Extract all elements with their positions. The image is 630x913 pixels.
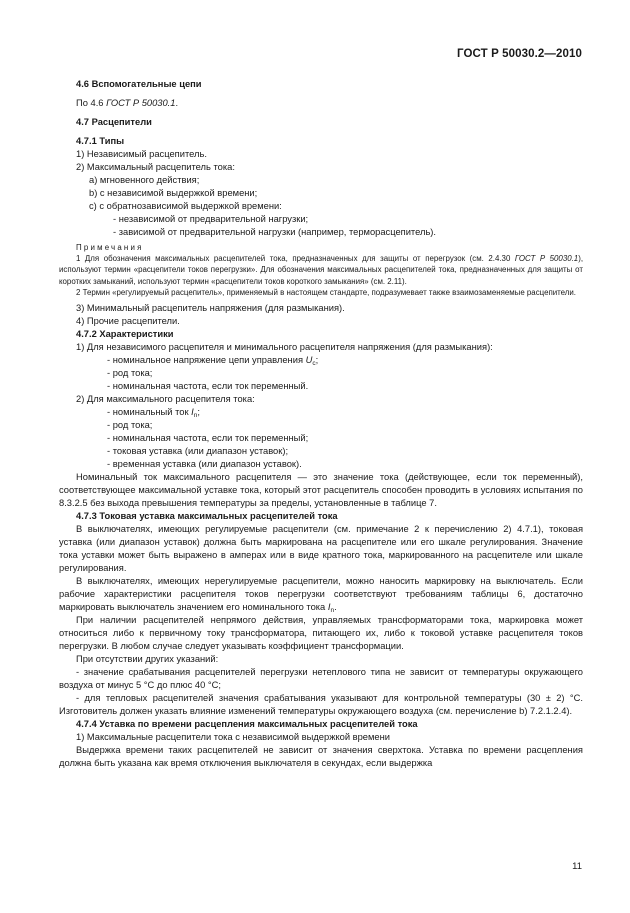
paragraph: В выключателях, имеющих нерегулируемые расцепители, можно наносить маркировку на выключатель. Если рабочие характеристики расцепителя токов перегрузки соответствуют требованиям таблицы 6, достаточно маркировать выключатель значением его номинального тока $I_n$. (59, 576, 583, 615)
paragraph: 1) Независимый расцепитель. (76, 149, 207, 159)
paragraph: Номинальный ток максимального расцепителя — это значение тока (действующее, если ток переменный), соответствующее максимальной уставке тока, который этот расцепитель способен проводить в условиях испытания по 8.3.2.5 без выхода превышения температуры за пределы, установленные в таблице 7. (59, 472, 583, 509)
paragraph: При отсутствии других указаний: (76, 654, 219, 665)
list-item: а) мгновенного действия; (89, 175, 200, 185)
document-header: ГОСТ Р 50030.2—2010 (457, 48, 582, 60)
paragraph: 2) Для максимального расцепителя тока: (76, 394, 255, 405)
paragraph: 1) Максимальные расцепители тока с независимой выдержкой времени (76, 732, 391, 743)
list-item: - токовая уставка (или диапазон уставок); (107, 446, 289, 457)
list-item: - независимой от предварительной нагрузки; (113, 214, 309, 224)
list-item: - род тока; (107, 368, 153, 379)
paragraph: В выключателях, имеющих регулируемые расцепители (см. примечание 2 к перечислению 2) 4.7.1), токовая уставка (или диапазон уставок) должна быть маркирована на расцепителе или его шкале регулирования. Значение тока уставки может быть выражено в амперах или в виде кратного тока, маркированного на расцепителе или шкале регулирования. (59, 524, 583, 574)
paragraph: - значение срабатывания расцепителей перегрузки нетеплового типа не зависит от температуры окружающего воздуха от минус 5 °С до плюс 40 °С; (59, 667, 583, 691)
paragraph: 2) Максимальный расцепитель тока: (76, 162, 235, 172)
page-number: 11 (572, 861, 582, 872)
list-item: - номинальная частота, если ток переменный; (107, 433, 309, 444)
paragraph: 4) Прочие расцепители. (76, 316, 180, 327)
section-heading: 4.7.4 Уставка по времени расцепления максимальных расцепителей тока (76, 719, 418, 730)
note-paragraph: 1 Для обозначения максимальных расцепителей тока, предназначенных для защиты от перегрузок (см. 2.4.30 ГОСТ Р 50030.1), используют термин «расцепители токов перегрузки». Для обозначения максимальных расцепителей тока, предназначенных для защиты от коротких замыканий, используют термин «расцепители токов короткого замыкания» (см. 2.11). (59, 254, 584, 286)
paragraph: 3) Минимальный расцепитель напряжения (для размыкания). (76, 303, 345, 314)
paragraph: 1) Для независимого расцепителя и минимального расцепителя напряжения (для размыкания): (76, 342, 493, 353)
section-heading: 4.7.2 Характеристики (76, 329, 174, 340)
note-paragraph: 2 Термин «регулируемый расцепитель», применяемый в настоящем стандарте, подразумевает также взаимозаменяемые расцепители. (76, 287, 576, 297)
section-heading: 4.7.3 Токовая уставка максимальных расцепителей тока (76, 511, 338, 522)
list-item: b) с независимой выдержкой времени; (89, 188, 258, 198)
paragraph: Выдержка времени таких расцепителей не зависит от значения сверхтока. Уставка по времени расцепления должна быть указана как время отключения выключателя в секундах, если выдержка (59, 745, 583, 769)
list-item: - род тока; (107, 420, 153, 431)
list-item: - номинальное напряжение цепи управления $U_c$; (107, 355, 319, 368)
section-heading: 4.6 Вспомогательные цепи (76, 79, 202, 89)
list-item: - номинальный ток $I_n$; (107, 407, 200, 420)
note-paragraph: Примечания (76, 243, 144, 252)
paragraph: По 4.6 ГОСТ Р 50030.1. (76, 98, 179, 108)
paragraph: - для тепловых расцепителей значения срабатывания указывают для контрольной температуры (30 ± 2) °С. Изготовитель должен указать влияние изменений температуры окружающего воздуха (см. перечисление b) 7.2.1.2.4). (59, 693, 583, 717)
list-item: - временная уставка (или диапазон уставок). (107, 459, 302, 470)
list-item: с) с обратнозависимой выдержкой времени: (89, 201, 282, 211)
section-heading: 4.7 Расцепители (76, 117, 152, 127)
list-item: - номинальная частота, если ток переменный. (107, 381, 309, 392)
section-heading: 4.7.1 Типы (76, 136, 125, 146)
list-item: - зависимой от предварительной нагрузки (например, терморасцепитель). (113, 227, 437, 237)
document-body (59, 78, 583, 770)
paragraph: При наличии расцепителей непрямого действия, управляемых трансформаторами тока, маркировка может относиться либо к первичному току трансформатора, питающего их, либо к токовой уставке расцепителя токов перегрузки. В любом случае следует указывать коэффициент трансформации. (59, 615, 583, 652)
